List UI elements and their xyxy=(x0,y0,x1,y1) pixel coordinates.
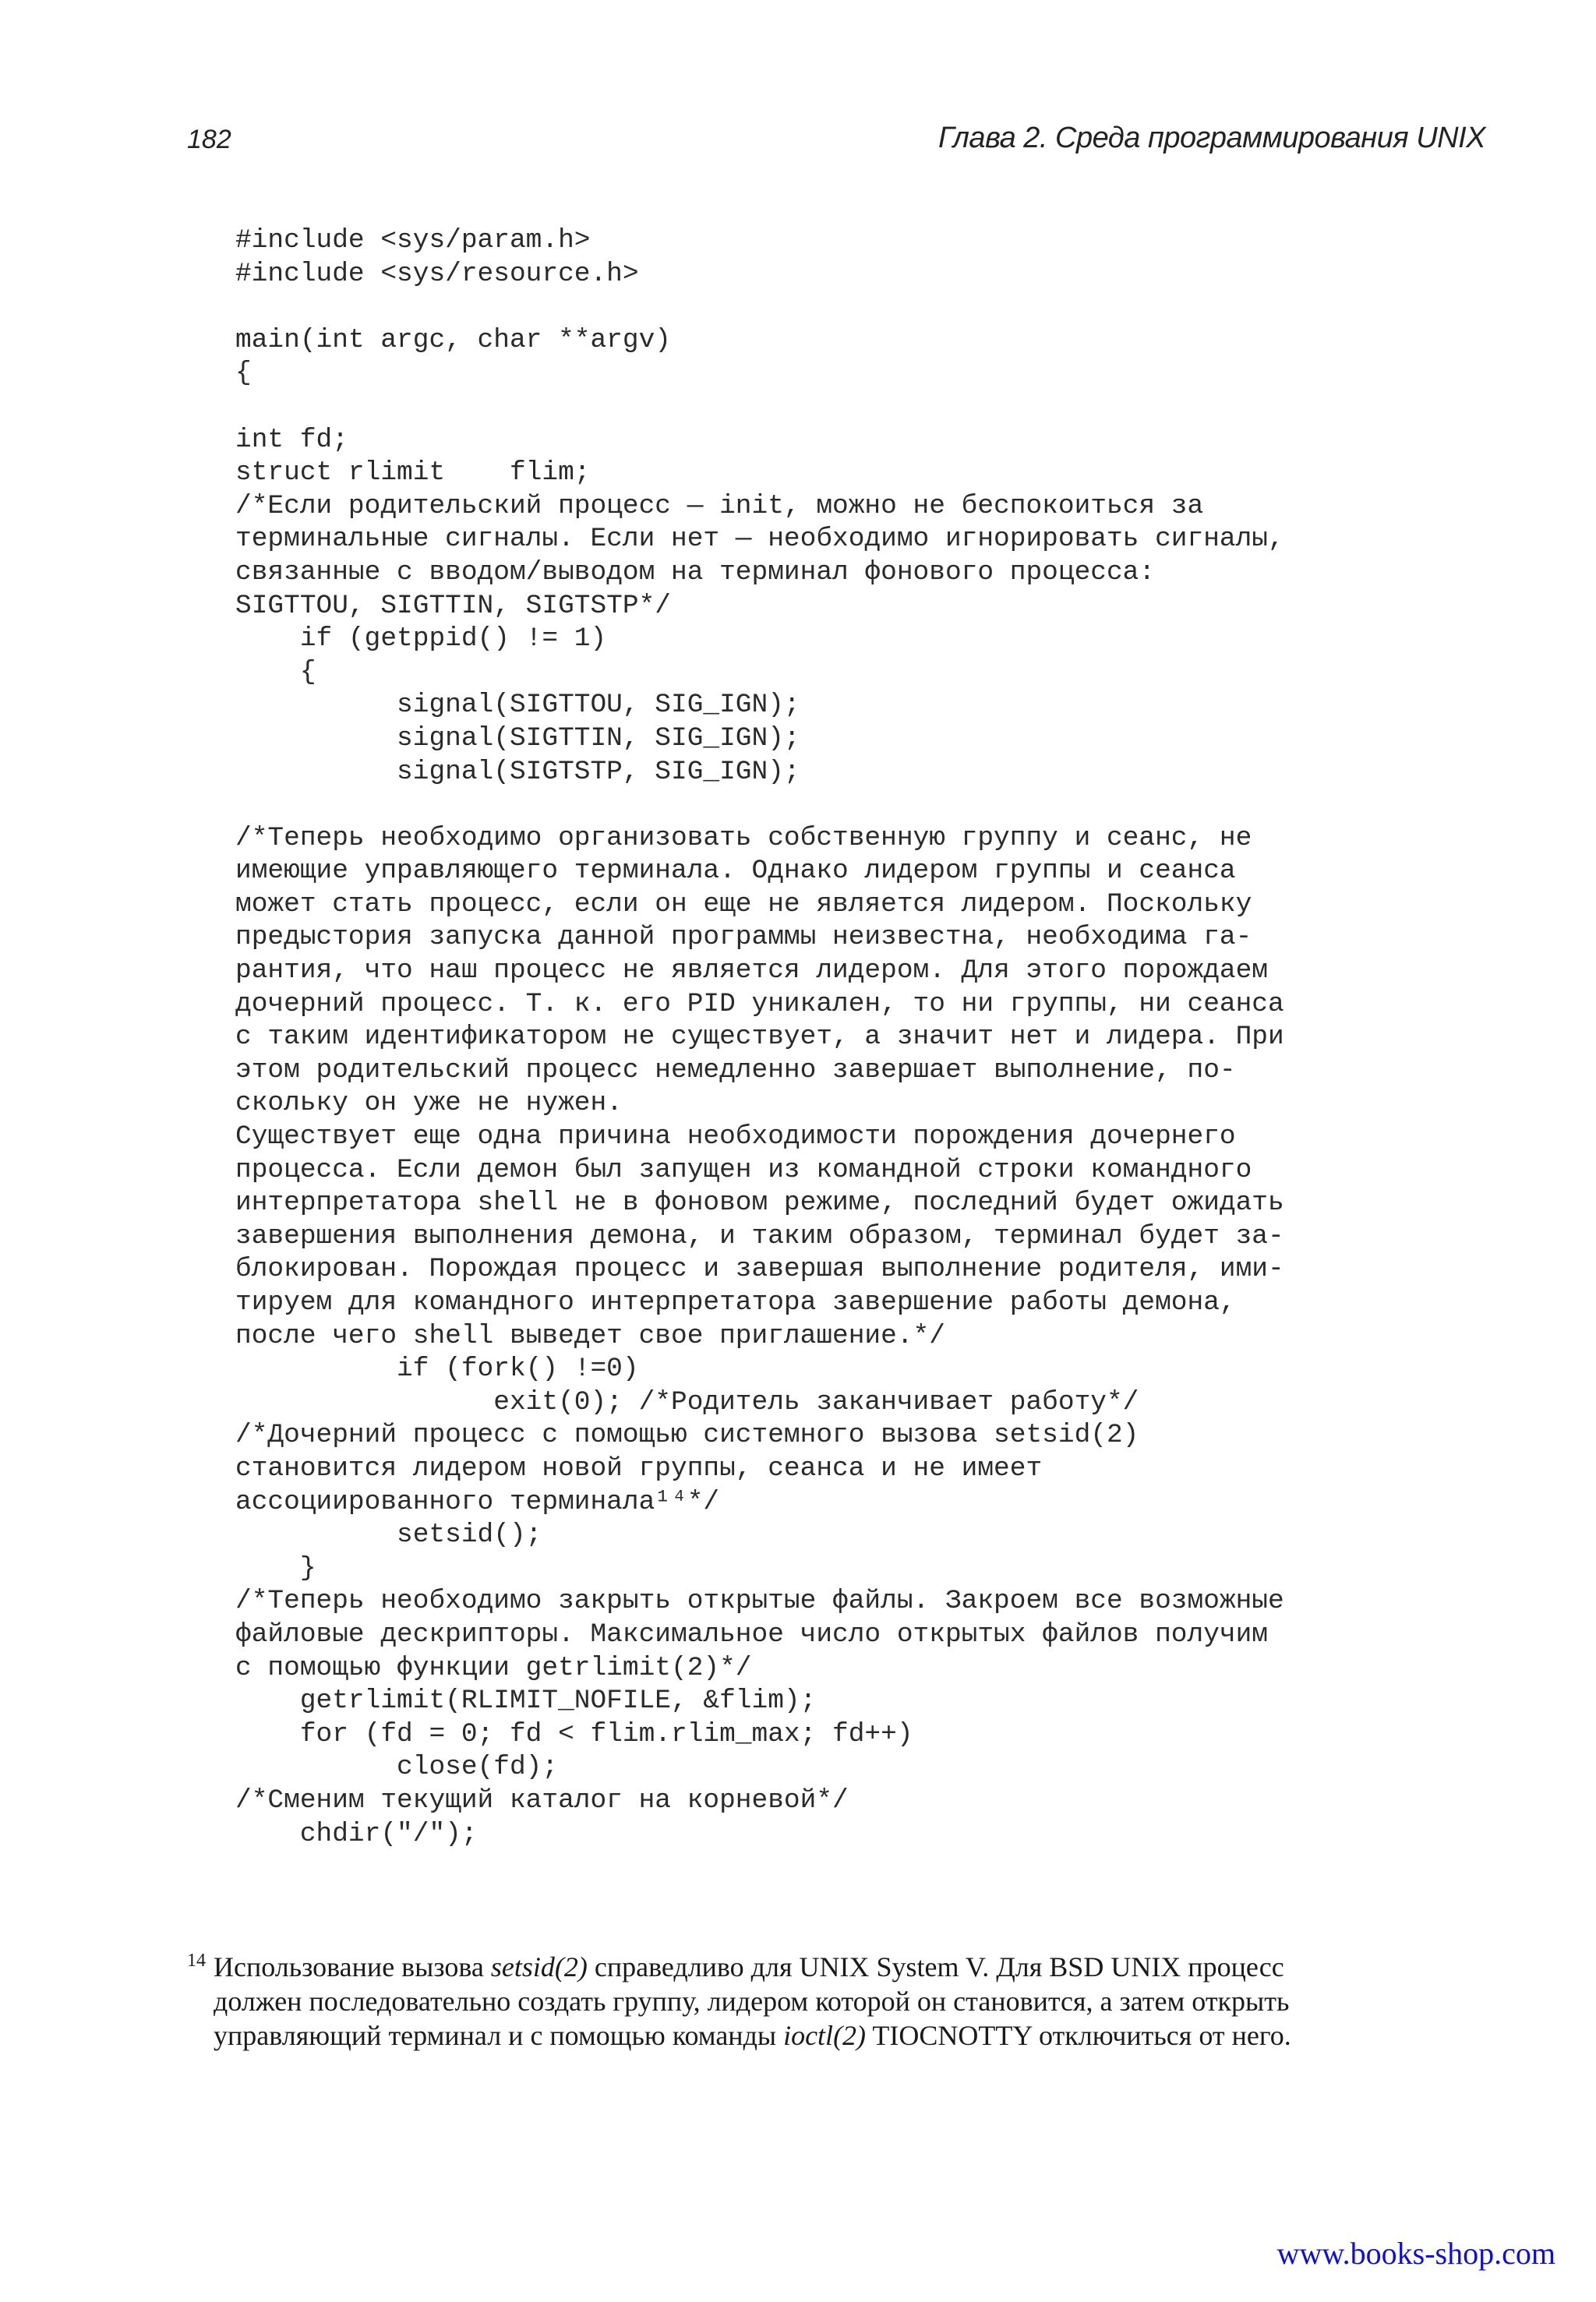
code-line: терминальные сигналы. Если нет — необходимо игнорировать сигналы, xyxy=(235,524,1284,555)
code-line xyxy=(235,390,1498,424)
footnote-text: Использование вызова xyxy=(214,1951,491,1982)
footnote-marker: 14 xyxy=(187,1951,206,1971)
footnote xyxy=(187,1950,1481,2053)
code-line: с помощью функции getrlimit(2)*/ xyxy=(235,1652,752,1683)
code-line: с таким идентификатором не существует, а значит нет и лидера. При xyxy=(235,1022,1284,1053)
code-line: signal(SIGTSTP, SIG_IGN); xyxy=(235,756,800,787)
footnote-line-2: должен последовательно создать группу, лидером которой он становится, а затем открыть xyxy=(214,1986,1290,2017)
code-line: #include <sys/resource.h> xyxy=(235,258,639,289)
footnote-text: справедливо для UNIX System V. Для BSD UNIX процесс xyxy=(587,1951,1284,1982)
code-line: if (fork() !=0) xyxy=(235,1354,639,1385)
watermark-site-link[interactable]: www.books-shop.com xyxy=(1276,2236,1555,2271)
code-line: рантия, что наш процесс не является лидером. Для этого порождаем xyxy=(235,955,1269,987)
footnote-text: управляющий терминал и с помощью команды xyxy=(214,2020,784,2051)
chapter-running-head: Глава 2. Среда программирования UNIX xyxy=(938,122,1485,154)
code-line: main(int argc, char **argv) xyxy=(235,324,671,355)
code-line: /*Теперь необходимо организовать собственную группу и сеанс, не xyxy=(235,822,1252,853)
code-line: close(fd); xyxy=(235,1752,559,1783)
code-line: блокирован. Порождая процесс и завершая выполнение родителя, ими- xyxy=(235,1254,1284,1285)
code-line: /*Теперь необходимо закрыть открытые файлы. Закроем все возможные xyxy=(235,1586,1284,1617)
code-line: становится лидером новой группы, сеанса и не имеет xyxy=(235,1453,1043,1484)
code-line: { xyxy=(235,656,316,687)
code-line: SIGTTOU, SIGTTIN, SIGTSTP*/ xyxy=(235,590,671,621)
code-line: тируем для командного интерпретатора завершение работы демона, xyxy=(235,1287,1236,1318)
footnote-line-1 xyxy=(187,1950,1481,1984)
code-line: предыстория запуска данной программы неизвестна, необходима га- xyxy=(235,922,1252,953)
code-line: процесса. Если демон был запущен из командной строки командного xyxy=(235,1154,1252,1185)
code-line: signal(SIGTTOU, SIG_IGN); xyxy=(235,690,800,721)
code-line: скольку он уже не нужен. xyxy=(235,1088,623,1119)
code-line xyxy=(235,291,1498,324)
code-line xyxy=(235,789,1498,822)
code-line: } xyxy=(235,1552,316,1584)
code-line: файловые дескрипторы. Максимальное число открытых файлов получим xyxy=(235,1619,1269,1650)
code-line: Существует еще одна причина необходимости порождения дочернего xyxy=(235,1121,1236,1153)
code-line: интерпретатора shell не в фоновом режиме, последний будет ожидать xyxy=(235,1188,1284,1219)
code-line: дочерний процесс. Т. к. его PID уникален, то ни группы, ни сеанса xyxy=(235,988,1284,1019)
page-number: 182 xyxy=(187,125,231,154)
code-line: getrlimit(RLIMIT_NOFILE, &flim); xyxy=(235,1686,817,1717)
code-line: signal(SIGTTIN, SIG_IGN); xyxy=(235,722,800,754)
code-listing xyxy=(235,224,1498,1851)
code-line: struct rlimit flim; xyxy=(235,457,591,489)
footnote-function-name: setsid(2) xyxy=(490,1951,588,1982)
footnote-text: TIOCNOTTY отключиться от него. xyxy=(866,2020,1291,2051)
code-line: if (getppid() != 1) xyxy=(235,623,607,655)
code-line: exit(0); /*Родитель заканчивает работу*/ xyxy=(235,1386,1139,1418)
code-line: после чего shell выведет свое приглашение.*/ xyxy=(235,1320,945,1351)
code-line: связанные с вводом/выводом на терминал фонового процесса: xyxy=(235,556,1156,588)
code-line: int fd; xyxy=(235,424,348,455)
code-line: chdir("/"); xyxy=(235,1818,478,1849)
code-line: этом родительский процесс немедленно завершает выполнение, по- xyxy=(235,1054,1236,1086)
code-line: /*Если родительский процесс — init, можно не беспокоиться за xyxy=(235,490,1204,521)
code-line: /*Сменим текущий каталог на корневой*/ xyxy=(235,1785,849,1816)
code-line: /*Дочерний процесс с помощью системного вызова setsid(2) xyxy=(235,1420,1139,1451)
code-line: завершения выполнения демона, и таким образом, терминал будет за- xyxy=(235,1220,1284,1252)
code-line: ассоциированного терминала¹⁴*/ xyxy=(235,1486,720,1517)
code-line: имеющие управляющего терминала. Однако лидером группы и сеанса xyxy=(235,856,1236,887)
code-line: for (fd = 0; fd < flim.rlim_max; fd++) xyxy=(235,1718,913,1749)
code-line: setsid(); xyxy=(235,1520,542,1551)
footnote-line-3 xyxy=(187,2018,1481,2053)
code-line: { xyxy=(235,358,252,389)
code-line: может стать процесс, если он еще не является лидером. Поскольку xyxy=(235,888,1252,920)
code-line: #include <sys/param.h> xyxy=(235,225,591,256)
footnote-function-name: ioctl(2) xyxy=(783,2020,867,2051)
